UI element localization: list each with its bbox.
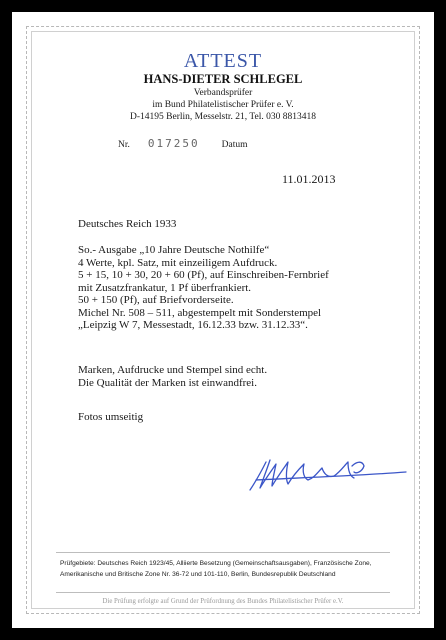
attest-title: ATTEST (183, 50, 263, 72)
description-line: 5 + 15, 10 + 30, 20 + 60 (Pf), auf Einschreiben-Fernbrief (78, 269, 329, 281)
description-line: „Leipzig W 7, Messestadt, 16.12.33 bzw. 31.12.33“. (78, 319, 308, 331)
examiner-association: im Bund Philatelistischer Prüfer e. V. (152, 100, 294, 110)
scope-line: Prüfgebiete: Deutsches Reich 1923/45, Alliierte Besetzung (Gemeinschaftsausgaben), Französische Zone, (60, 560, 372, 567)
nr-label: Nr. (118, 140, 130, 150)
description-line: 4 Werte, kpl. Satz, mit einzeiligem Aufdruck. (78, 256, 278, 269)
examiner-role: Verbandsprüfer (193, 88, 253, 98)
examiner-address: D-14195 Berlin, Messelstr. 21, Tel. 030 8813418 (130, 112, 316, 122)
verdict-line: Marken, Aufdrucke und Stempel sind echt. (78, 364, 268, 376)
signature (244, 432, 409, 502)
certificate-sheet (12, 12, 434, 628)
datum-label: Datum (221, 140, 248, 150)
footer-divider-bottom (56, 592, 390, 593)
examiner-name: HANS-DIETER SCHLEGEL (143, 72, 303, 86)
issue-heading: Deutsches Reich 1933 (78, 218, 177, 230)
description-line: 50 + 150 (Pf), auf Briefvorderseite. (78, 294, 234, 306)
certificate-number: 017250 (147, 137, 200, 150)
verdict (78, 364, 267, 389)
footer-divider-top (56, 552, 390, 553)
photos-note: Fotos umseitig (78, 411, 144, 423)
certificate-date: 11.01.2013 (282, 172, 336, 186)
certificate-number-row (118, 137, 247, 150)
description-line: Michel Nr. 508 – 511, abgestempelt mit Sonderstempel (78, 306, 322, 319)
description-line: mit Zusatzfrankatur, 1 Pf überfrankiert. (78, 281, 252, 294)
certificate-header (12, 50, 434, 123)
issue-description (78, 244, 329, 332)
examination-rules-note: Die Prüfung erfolgte auf Grund der Prüfordnung des Bundes Philatelistischer Prüfer e.V. (102, 598, 344, 605)
examination-scope (60, 558, 410, 580)
verdict-line: Die Qualität der Marken ist einwandfrei. (78, 376, 257, 389)
scope-line: Amerikanische und Britische Zone Nr. 36-72 und 101-110, Berlin, Bundesrepublik Deutschland (60, 571, 336, 578)
description-line: So.- Ausgabe „10 Jahre Deutsche Nothilfe“ (78, 244, 270, 256)
